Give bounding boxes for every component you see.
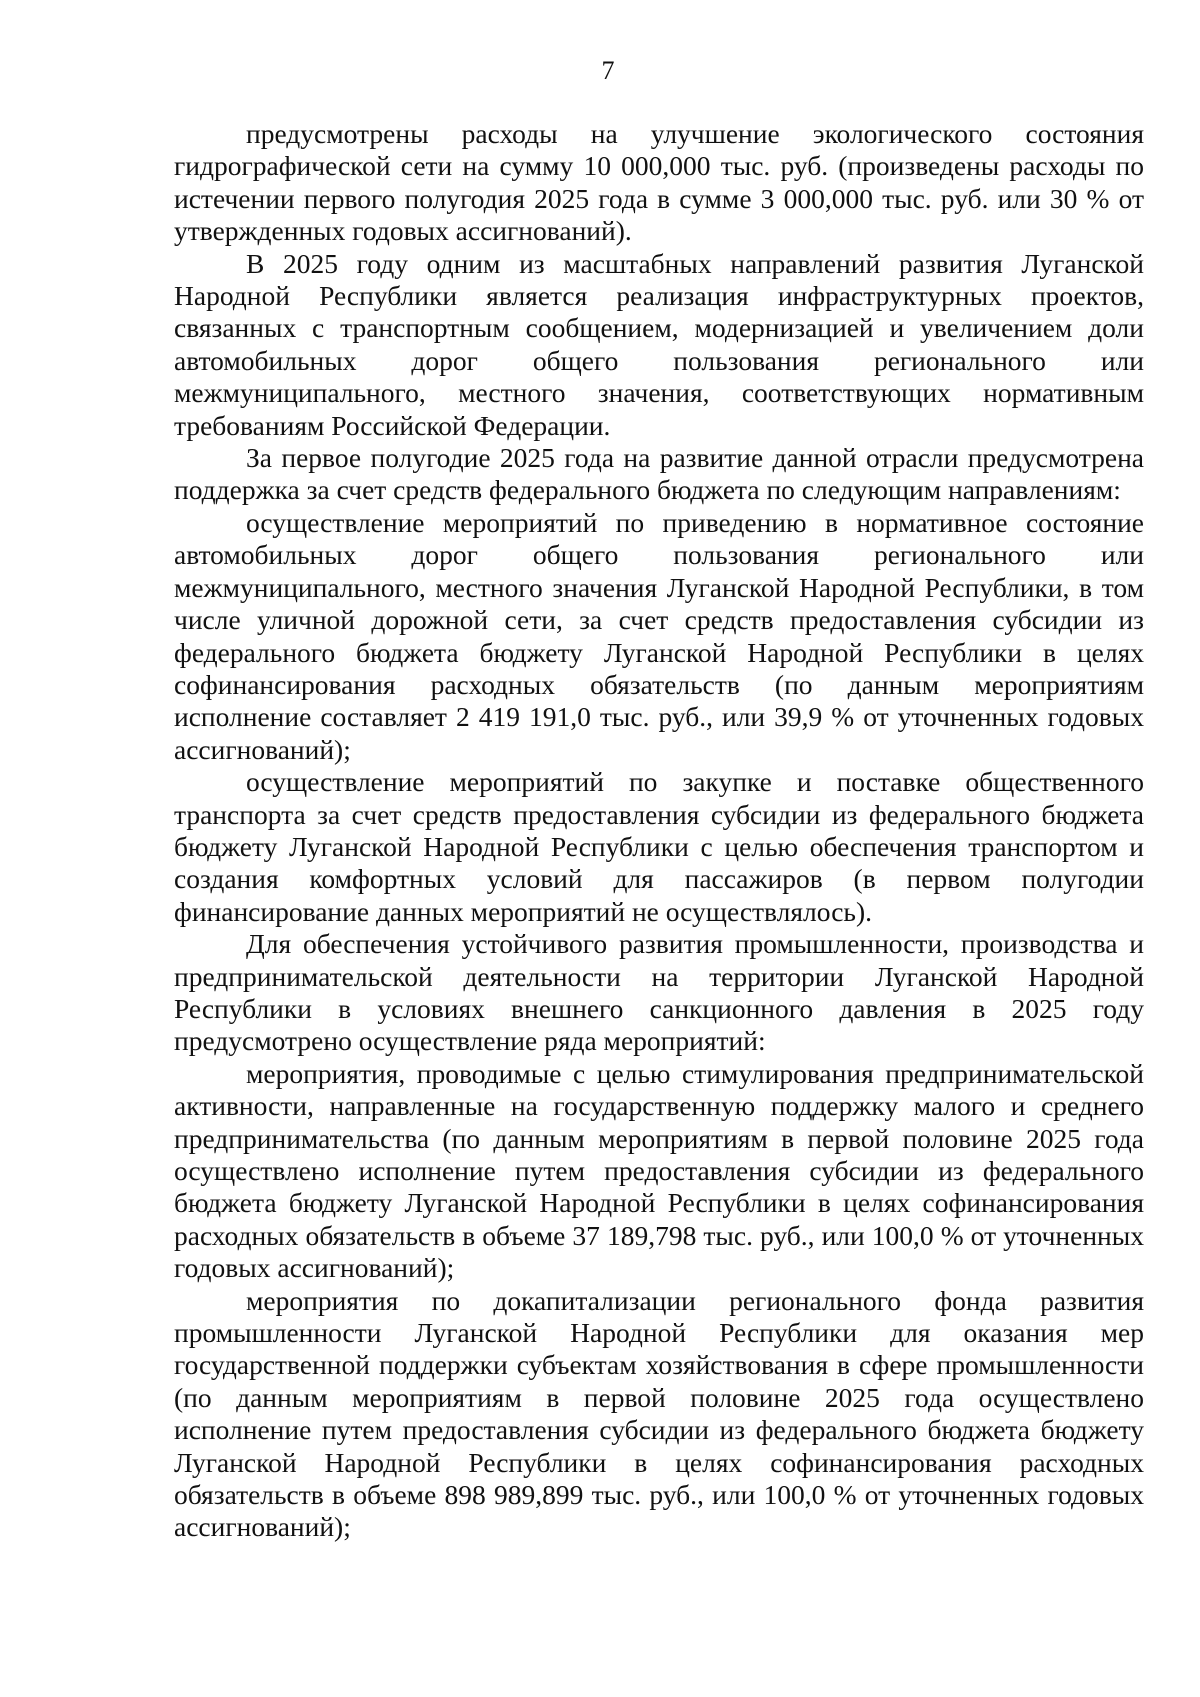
paragraph-industry-development-intro: Для обеспечения устойчивого развития промышленности, производства и предпринимательской деятельности на территории Луганской Народной Республики в условиях внешнего санкционного давления в 2025 году предусмотрено осуществление ряда мероприятий: [174,928,1144,1057]
paragraph-industry-fund-capitalization: мероприятия по докапитализации регионального фонда развития промышленности Луганской Народной Республики для оказания мер государственной поддержки субъектам хозяйствования в сфере промышленности (по данным мероприятиям в первой половине 2025 года осуществлено исполнение путем предоставления субсидии из федерального бюджета бюджету Луганской Народной Республики в целях софинансирования расходных обязательств в объеме 898 989,899 тыс. руб., или 100,0 % от уточненных годовых ассигнований); [174,1284,1144,1543]
paragraph-small-business-support: мероприятия, проводимые с целью стимулирования предпринимательской активности, направленные на государственную поддержку малого и среднего предпринимательства (по данным мероприятиям в первой половине 2025 года осуществлено исполнение путем предоставления субсидии из федерального бюджета бюджету Луганской Народной Республики в целях софинансирования расходных обязательств в объеме 37 189,798 тыс. руб., или 100,0 % от уточненных годовых ассигнований); [174,1057,1144,1284]
paragraph-public-transport: осуществление мероприятий по закупке и поставке общественного транспорта за счет средств предоставления субсидии из федерального бюджета бюджету Луганской Народной Республики с целью обеспечения транспортом и создания комфортных условий для пассажиров (в первом полугодии финансирование данных мероприятий не осуществлялось). [174,766,1144,927]
paragraph-ecology-expenses: предусмотрены расходы на улучшение экологического состояния гидрографической сети на сумму 10 000,000 тыс. руб. (произведены расходы по истечении первого полугодия 2025 года в сумме 3 000,000 тыс. руб. или 30 % от утвержденных годовых ассигнований). [174,118,1144,247]
page-number: 7 [601,56,615,85]
paragraph-federal-support-intro: За первое полугодие 2025 года на развитие данной отрасли предусмотрена поддержка за счет средств федерального бюджета по следующим направлениям: [174,442,1144,506]
document-body [174,118,1144,1544]
paragraph-infrastructure-projects: В 2025 году одним из масштабных направлений развития Луганской Народной Республики является реализация инфраструктурных проектов, связанных с транспортным сообщением, модернизацией и увеличением доли автомобильных дорог общего пользования регионального или межмуниципального, местного значения, соответствующих нормативным требованиям Российской Федерации. [174,247,1144,441]
paragraph-roads-normative-state: осуществление мероприятий по приведению в нормативное состояние автомобильных дорог общего пользования регионального или межмуниципального, местного значения Луганской Народной Республики, в том числе уличной дорожной сети, за счет средств предоставления субсидии из федерального бюджета бюджету Луганской Народной Республики в целях софинансирования расходных обязательств (по данным мероприятиям исполнение составляет 2 419 191,0 тыс. руб., или 39,9 % от уточненных годовых ассигнований); [174,506,1144,765]
